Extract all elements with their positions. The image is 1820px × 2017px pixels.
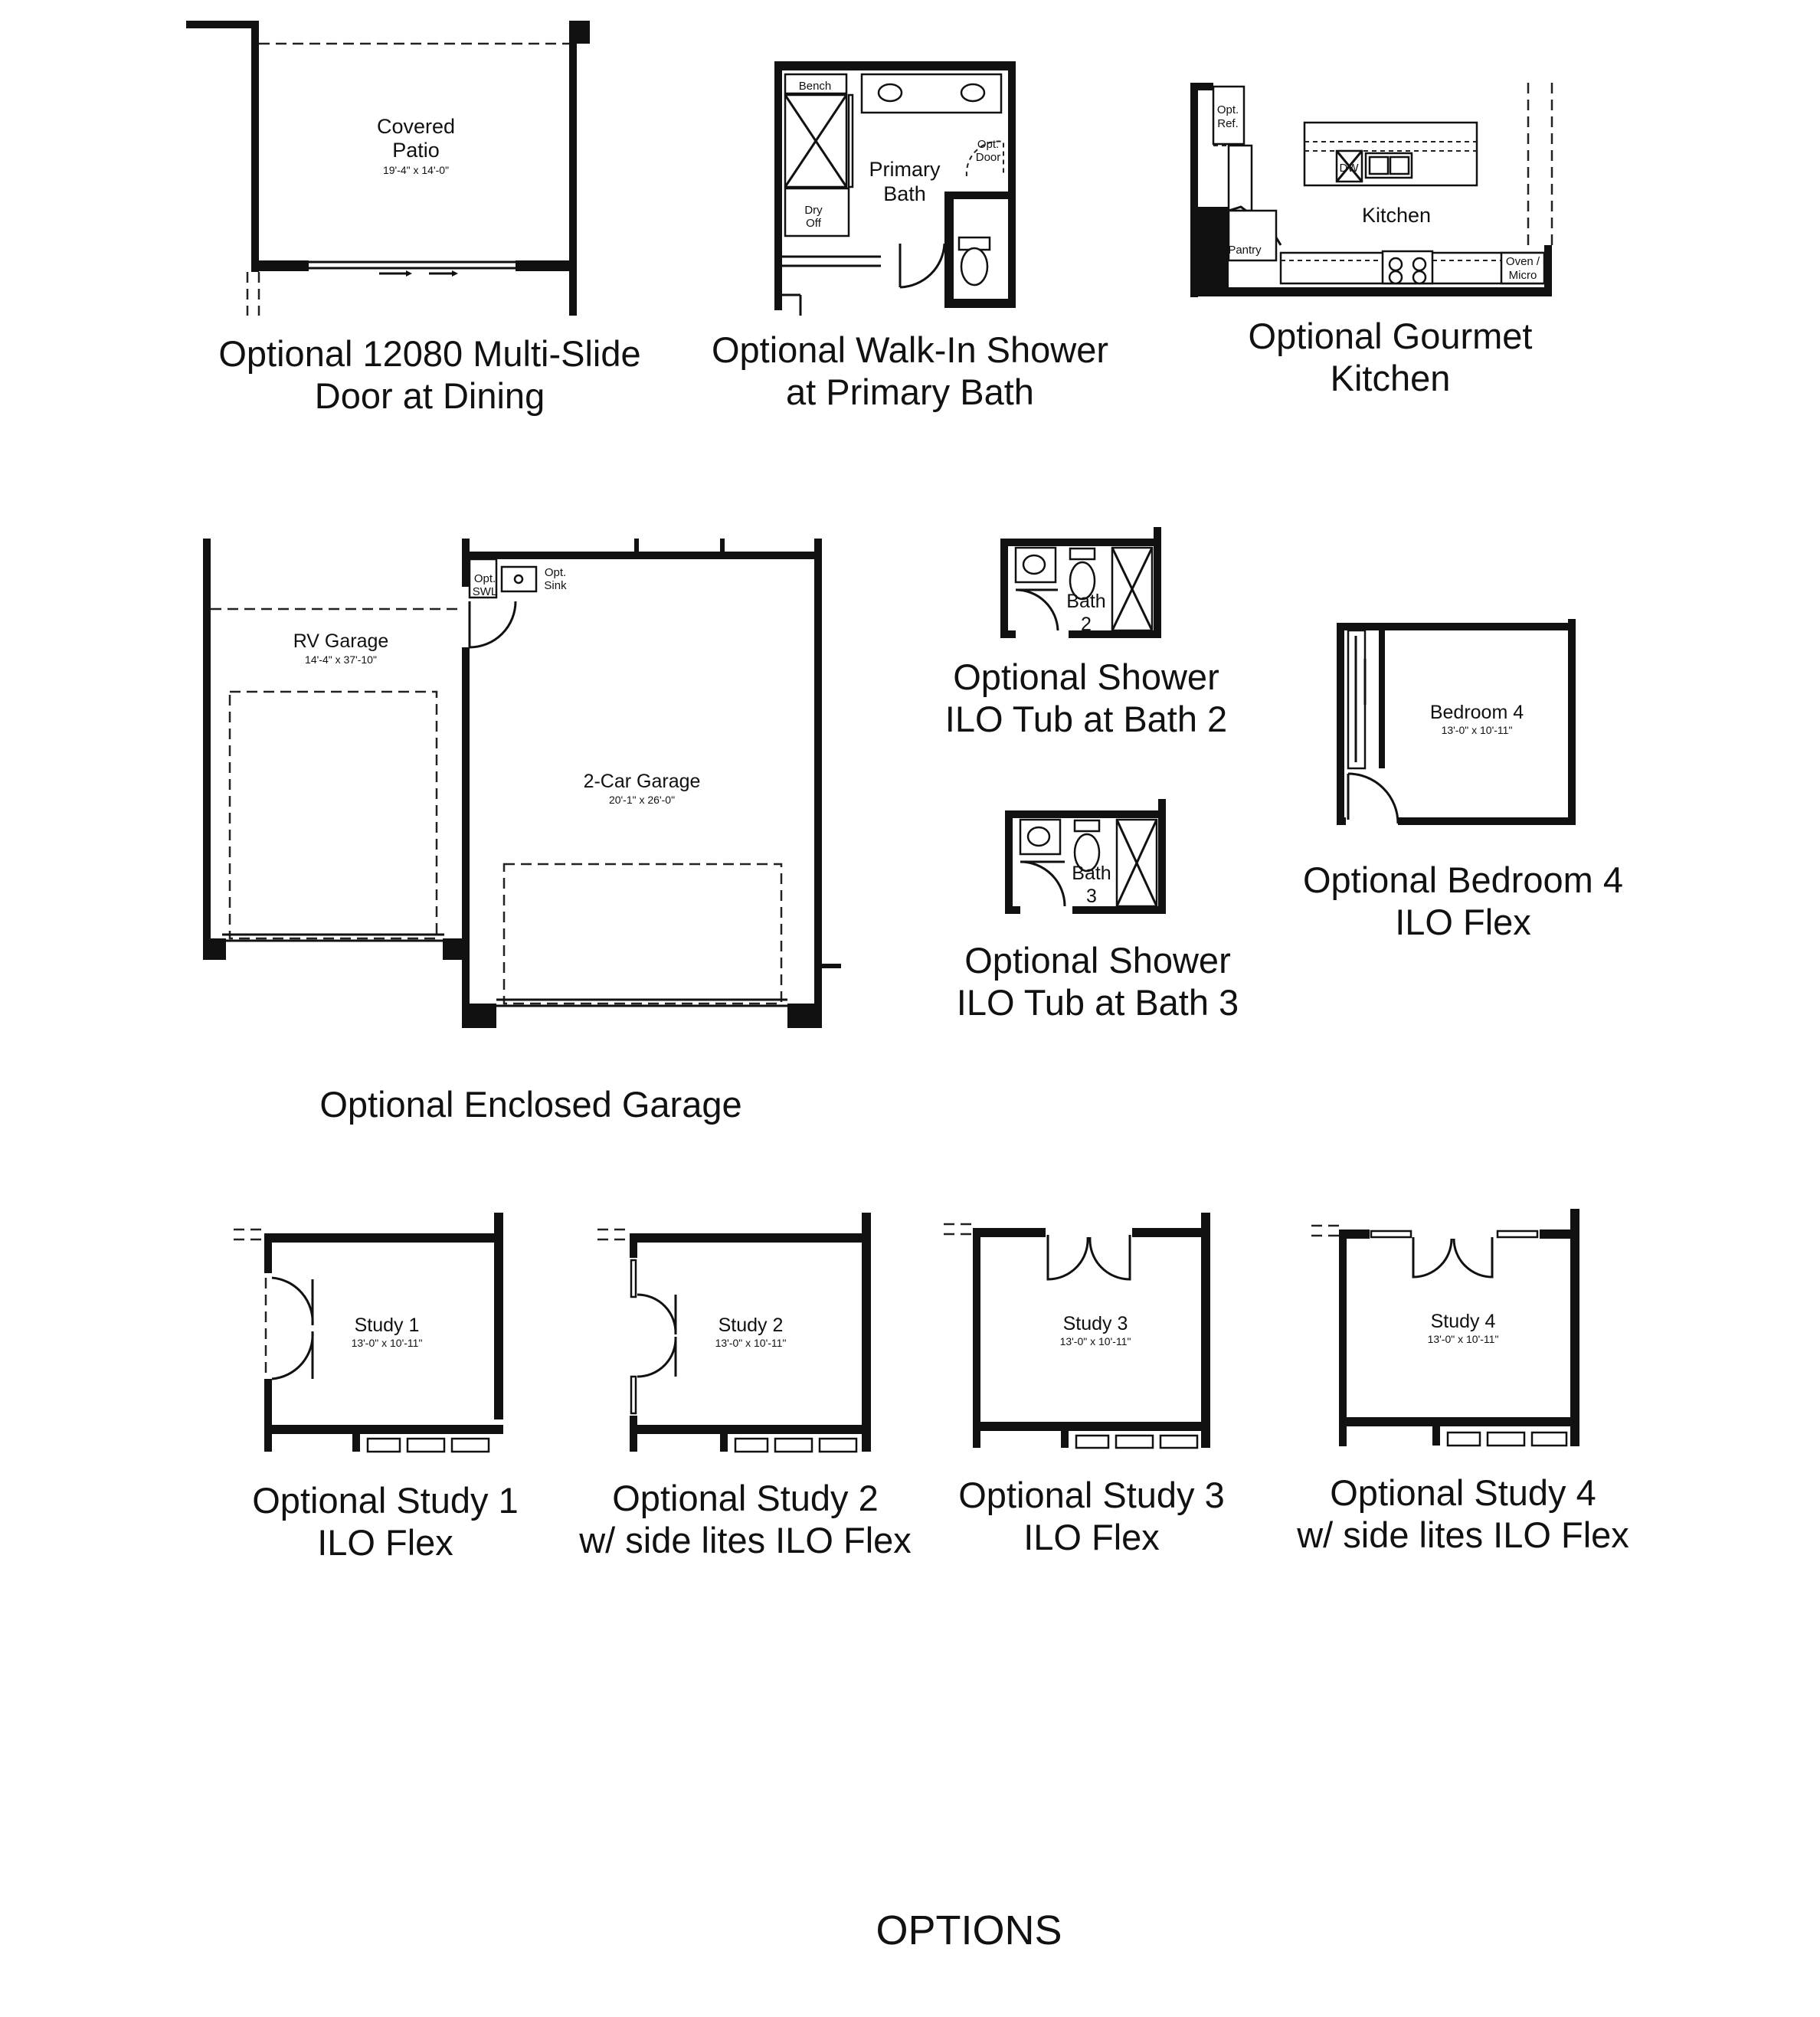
opt-ref-label-2: Ref. — [1217, 117, 1239, 130]
bench-label: Bench — [798, 80, 832, 93]
caption-study1-line2: ILO Flex — [317, 1522, 453, 1563]
opt-sink-label-1: Opt. — [544, 566, 567, 579]
bath2-name-1: Bath — [1066, 591, 1106, 612]
study2-name: Study 2 — [718, 1315, 784, 1336]
two-car-garage-dimensions: 20'-1" x 26'-0" — [608, 794, 676, 806]
caption-multi-slide-line2: Door at Dining — [314, 375, 545, 416]
caption-garage: Optional Enclosed Garage — [319, 1084, 742, 1125]
bath2-name-2: 2 — [1081, 614, 1092, 635]
opt-swl-label-1: Opt. — [473, 572, 496, 585]
bedroom4-dimensions: 13'-0" x 10'-11" — [1441, 724, 1513, 736]
study1-name: Study 1 — [354, 1315, 420, 1336]
patio-name-1: Covered — [376, 115, 456, 138]
shower-bath2-plan — [945, 527, 1227, 739]
caption-study4-line2: w/ side lites ILO Flex — [1297, 1514, 1629, 1555]
oven-micro-label-2: Micro — [1508, 269, 1537, 282]
caption-study2-line1: Optional Study 2 — [612, 1478, 879, 1518]
study2-dimensions: 13'-0" x 10'-11" — [715, 1337, 787, 1349]
shower-bath3-plan — [957, 799, 1239, 1023]
caption-bath2-line2: ILO Tub at Bath 2 — [944, 699, 1228, 739]
study3-name: Study 3 — [1062, 1313, 1128, 1334]
primary-bath-name-2: Bath — [883, 182, 926, 205]
opt-ref-label-1: Opt. — [1216, 103, 1239, 116]
caption-kitchen-line1: Optional Gourmet — [1248, 316, 1533, 356]
study4-dimensions: 13'-0" x 10'-11" — [1427, 1333, 1499, 1345]
kitchen-label: Kitchen — [1361, 204, 1432, 227]
bedroom4-plan — [1303, 619, 1623, 942]
dishwasher-label: DW — [1339, 162, 1359, 175]
bath3-name-1: Bath — [1072, 863, 1111, 884]
caption-study2-line2: w/ side lites ILO Flex — [579, 1520, 912, 1560]
caption-walk-in-line2: at Primary Bath — [786, 372, 1034, 412]
rv-garage-name: RV Garage — [293, 630, 389, 652]
study4-plan — [1296, 1209, 1629, 1555]
two-car-garage-name: 2-Car Garage — [583, 771, 701, 792]
opt-swl-label-2: SWL — [472, 585, 498, 598]
multi-slide-door-plan — [186, 21, 641, 416]
study3-dimensions: 13'-0" x 10'-11" — [1059, 1335, 1131, 1347]
patio-name-2: Patio — [392, 139, 440, 162]
opt-door-label-2: Door — [975, 151, 1001, 164]
walk-in-shower-plan — [712, 61, 1108, 412]
caption-bath3-line2: ILO Tub at Bath 3 — [956, 982, 1239, 1023]
caption-study4-line1: Optional Study 4 — [1330, 1472, 1596, 1513]
caption-bath2-line1: Optional Shower — [953, 657, 1219, 697]
opt-sink-label-2: Sink — [544, 579, 567, 592]
pantry-label: Pantry — [1228, 244, 1262, 257]
enclosed-garage-plan — [203, 539, 841, 1125]
study4-name: Study 4 — [1430, 1311, 1496, 1332]
bedroom4-name: Bedroom 4 — [1429, 702, 1524, 723]
sheet-title: OPTIONS — [876, 1907, 1062, 1953]
gourmet-kitchen-plan — [1190, 83, 1552, 398]
study2-plan — [578, 1213, 912, 1560]
dry-off-label-2: Off — [806, 217, 821, 230]
caption-bath3-line1: Optional Shower — [964, 940, 1231, 981]
patio-dimensions: 19'-4" x 14'-0" — [382, 164, 450, 176]
opt-door-label-1: Opt. — [977, 138, 1000, 151]
caption-study3-line1: Optional Study 3 — [958, 1475, 1225, 1515]
caption-bedroom4-line2: ILO Flex — [1395, 902, 1531, 942]
caption-study1-line1: Optional Study 1 — [252, 1480, 519, 1521]
oven-micro-label-1: Oven / — [1505, 255, 1540, 268]
dry-off-label-1: Dry — [804, 204, 823, 217]
rv-garage-dimensions: 14'-4" x 37'-10" — [305, 653, 377, 666]
caption-walk-in-line1: Optional Walk-In Shower — [711, 329, 1109, 370]
caption-study3-line2: ILO Flex — [1023, 1517, 1160, 1557]
bath3-name-2: 3 — [1086, 886, 1097, 907]
caption-multi-slide-line1: Optional 12080 Multi-Slide — [218, 333, 641, 374]
study1-plan — [234, 1213, 519, 1563]
primary-bath-name-1: Primary — [869, 158, 941, 181]
study1-dimensions: 13'-0" x 10'-11" — [351, 1337, 423, 1349]
caption-bedroom4-line1: Optional Bedroom 4 — [1302, 860, 1624, 900]
study3-plan — [944, 1213, 1225, 1557]
caption-kitchen-line2: Kitchen — [1330, 358, 1451, 398]
